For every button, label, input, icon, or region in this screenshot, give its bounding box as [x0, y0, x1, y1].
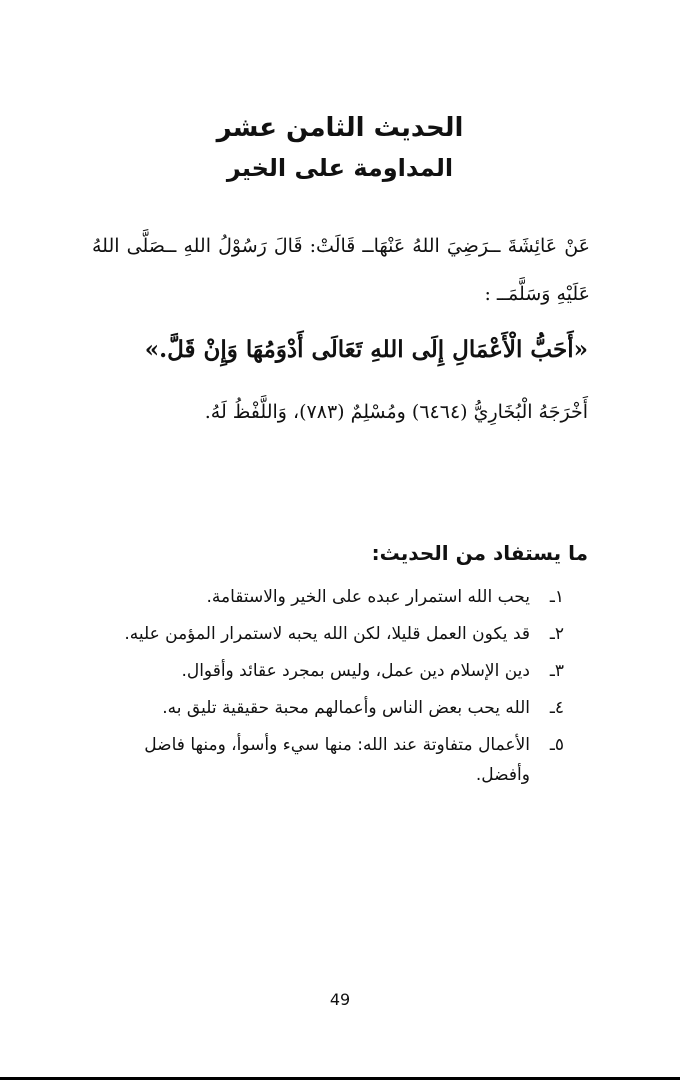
- item-text: الله يحب بعض الناس وأعمالهم محبة حقيقية تليق به.: [162, 698, 530, 718]
- hadith-subtitle: المداومة على الخير: [226, 154, 454, 182]
- item-number: ٣ـ: [549, 661, 564, 681]
- item-number: ٤ـ: [549, 698, 564, 718]
- page-number: 49: [329, 990, 351, 1009]
- list-item: [96, 656, 564, 686]
- item-number: ٢ـ: [549, 624, 564, 644]
- item-text: قد يكون العمل قليلا، لكن الله يحبه لاستمرار المؤمن عليه.: [124, 624, 530, 644]
- item-text: يحب الله استمرار عبده على الخير والاستقامة.: [206, 587, 530, 607]
- item-text: دين الإسلام دين عمل، وليس بمجرد عقائد وأقوال.: [181, 661, 530, 681]
- list-item: [96, 693, 564, 723]
- hadith-narration: عَنْ عَائِشَةَ ــرَضِيَ اللهُ عَنْهَاــ قَالَتْ: قَالَ رَسُوْلُ اللهِ ــصَلَّى اللهُ عَلَيْهِ وَسَلَّمَــ :: [92, 235, 590, 305]
- item-number: ١ـ: [549, 587, 564, 607]
- hadith-quote: «أَحَبُّ الْأَعْمَالِ إِلَى اللهِ تَعَالَى أَدْوَمُهَا وَإِنْ قَلَّ.»: [144, 336, 588, 363]
- list-item: [96, 619, 564, 649]
- hadith-source: أَخْرَجَهُ الْبُخَارِيُّ (٦٤٦٤) ومُسْلِمٌ (٧٨٣)، وَاللَّفْظُ لَهُ.: [204, 401, 588, 423]
- list-item: [96, 730, 564, 790]
- hadith-title: الحديث الثامن عشر: [216, 113, 464, 143]
- list-item: [96, 582, 564, 612]
- item-text: الأعمال متفاوتة عند الله: منها سيء وأسوأ، ومنها فاضل وأفضل.: [144, 735, 530, 785]
- benefits-heading: ما يستفاد من الحديث:: [371, 541, 588, 565]
- item-number: ٥ـ: [549, 735, 564, 755]
- benefits-list: [96, 582, 564, 797]
